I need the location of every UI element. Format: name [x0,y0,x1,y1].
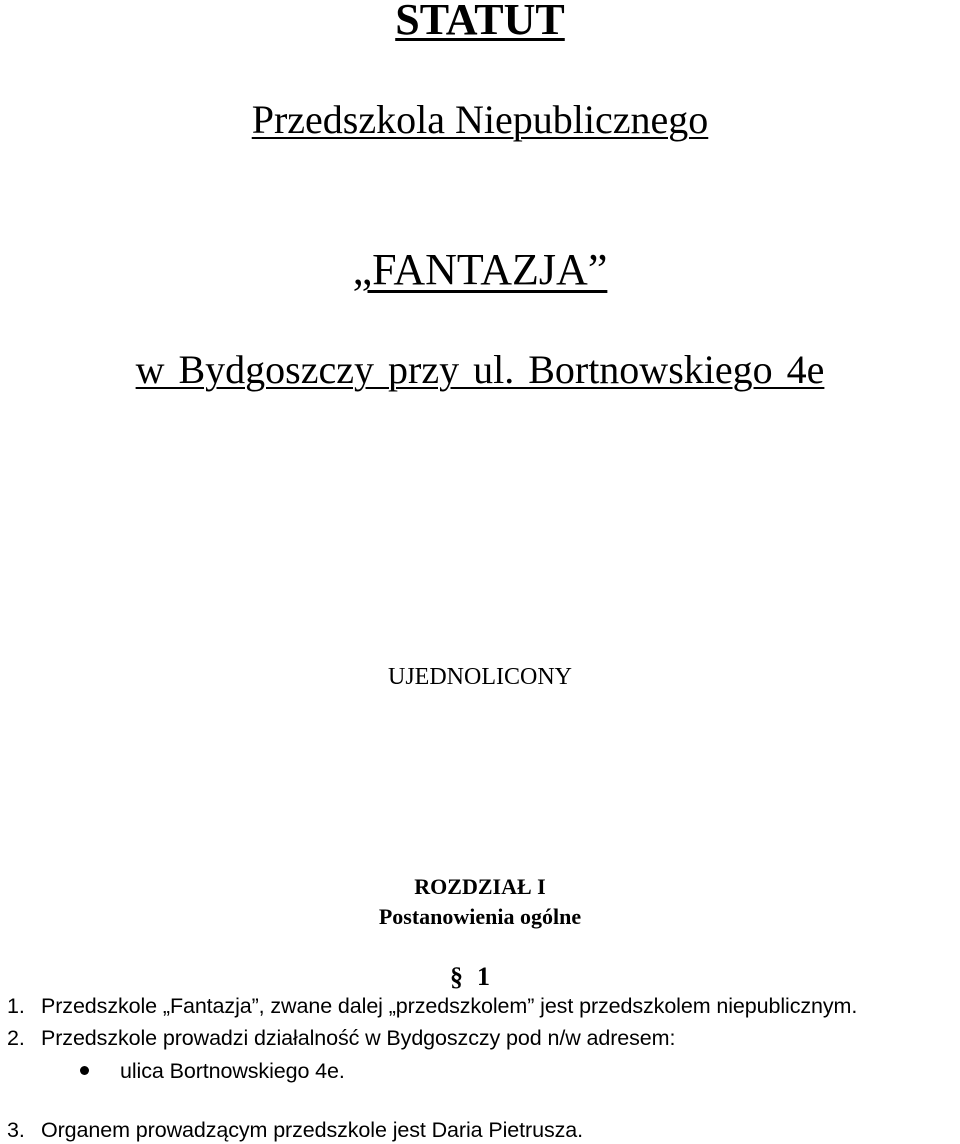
paragraph-number: 1. [7,994,25,1018]
section-heading [450,962,490,992]
section-symbol: § [450,962,463,991]
document-subtitle: Przedszkola Niepublicznego [251,97,709,142]
kindergarten-address: w Bydgoszczy przy ul. Bortnowskiego 4e [135,347,825,392]
section-number: 1 [477,962,490,991]
paragraph-3 [7,1118,583,1143]
kindergarten-name: „FANTAZJA” [352,245,608,294]
bullet-icon [80,1066,89,1075]
paragraph-2 [7,1026,675,1051]
bullet-item [80,1059,345,1084]
bullet-text: ulica Bortnowskiego 4e. [120,1059,345,1083]
document-status: UJEDNOLICONY [388,664,572,690]
paragraph-1 [7,994,857,1019]
paragraph-number: 3. [7,1118,25,1142]
paragraph-text: Organem prowadzącym przedszkole jest Daria Pietrusza. [41,1118,583,1142]
chapter-label: ROZDZIAŁ I [414,874,546,899]
paragraph-text: Przedszkole „Fantazja”, zwane dalej „przedszkolem” jest przedszkolem niepublicznym. [41,994,858,1018]
chapter-title: Postanowienia ogólne [378,904,582,929]
document-title: STATUT [395,0,565,44]
paragraph-number: 2. [7,1026,25,1050]
paragraph-text: Przedszkole prowadzi działalność w Bydgoszczy pod n/w adresem: [41,1026,676,1050]
